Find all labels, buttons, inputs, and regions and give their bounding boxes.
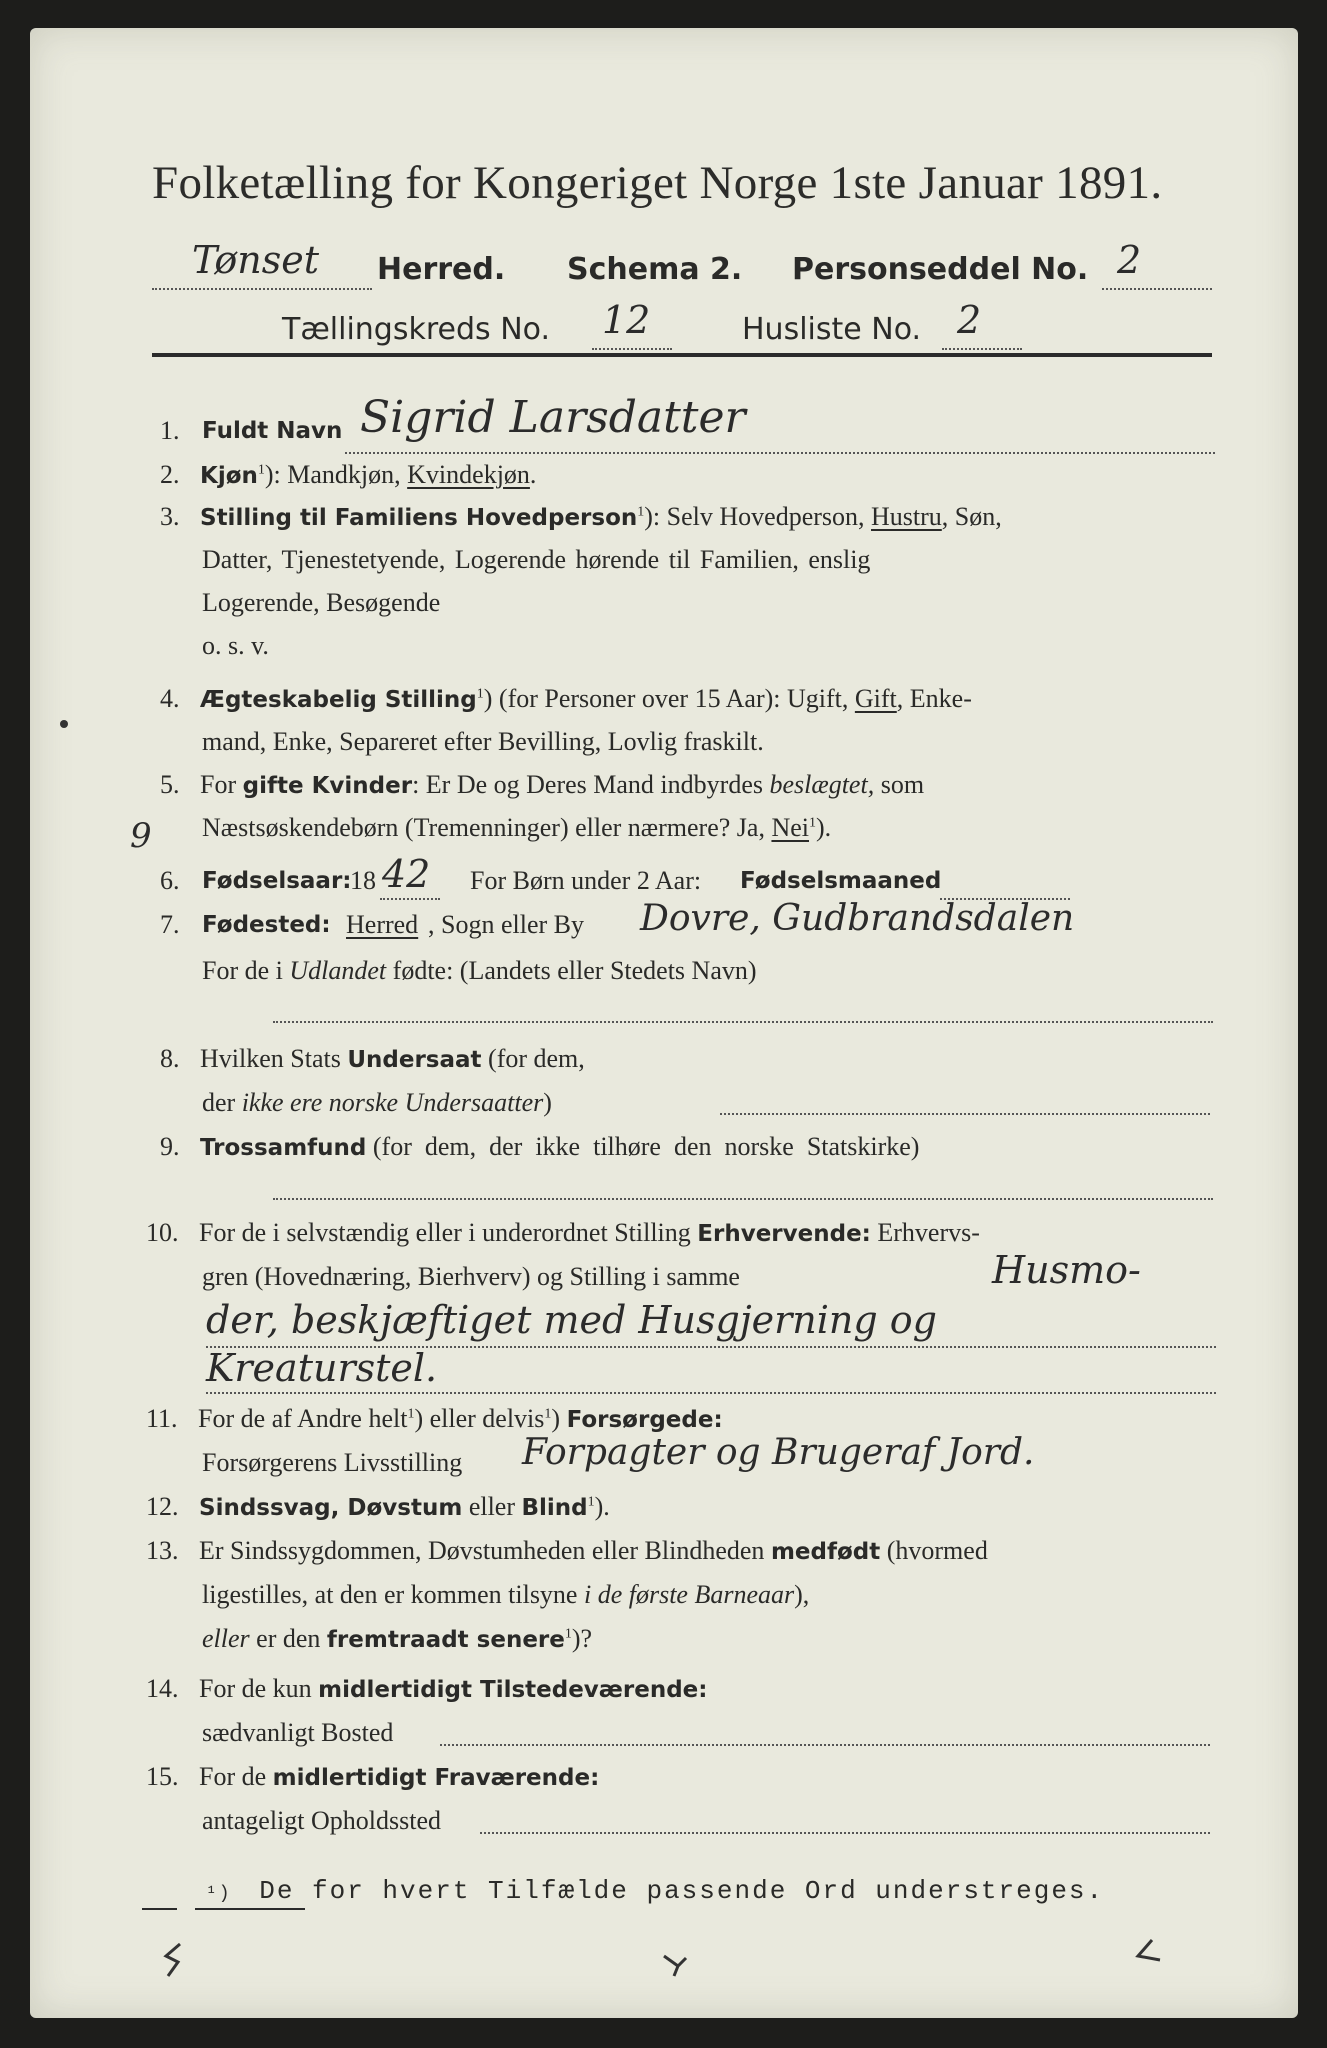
item-3: 3. Stilling til Familiens Hovedperson$^1$): Selv Hovedperson, Hustru, Søn,: [160, 502, 1002, 531]
item-10: 10. For de i selvstændig eller i underordnet Stilling Erhvervende: Erhvervs-: [146, 1218, 980, 1247]
item-12: 12. Sindssvag, Døvstum eller Blind$^1$).: [146, 1492, 610, 1521]
item-5: 5. For gifte Kvinder: Er De og Deres Mand indbyrdes beslægtet, som: [160, 770, 925, 799]
herred-underlined: Herred: [346, 910, 419, 939]
herred-line: [152, 238, 1232, 296]
kjon-label: Kjøn: [200, 463, 258, 489]
item-15: 15. For de midlertidigt Fraværende:: [146, 1762, 600, 1791]
ink-mark-right: [1130, 1936, 1166, 1972]
census-form-page: Folketælling for Kongeriget Norge 1ste Januar 1891. Tønset Herred. Schema 2. Personseddel No. 2 Tællingskreds No. 12 Husliste No. 2 1. Fuldt Navn Sigrid Larsdatter 2. Kjøn$^1$): Mandkjøn, Kvindekjøn. 3. Stilling til Familiens Hovedperson$^1$): Selv Hovedperson, Hustru, Søn, Datter, Tjenestetyende, Logerende hørende til Familien, enslig Logerende, Besøgende o. s. v. 4. Ægteskabelig Stilling$^1$) (for Personer over 15 Aar): Ugift, Gift, Enke- mand, Enke, Separeret efter Bevilling, Lovlig fraskilt. 5. For gifte Kvinder: Er De og Deres Mand indbyrdes beslægtet, som Næstsøskendebørn (Tremenninger) eller nærmere? Ja, Nei$^1$). 9 6. Fødselsaar: 18 42 For Børn under 2 Aar: Fødselsmaaned 7. Fødested: Herred , Sogn eller By Dovre, Gudbrandsdalen For de i Udlandet fødte: (Landets eller Stedets Navn) 8. Hvilken Stats Undersaat (for dem, der ikke ere norske Undersaatter) 9. Trossamfund (for dem, der ikke tilhøre den norske Statskirke) 10. For de i selvstændig eller i underordnet Stilling Erhvervende: Erhvervs- gren (Hovednæring, Bierhverv) og Stilling i samme Husmo- der, beskjæftiget med Husgjerning og Kreaturstel. 11. For de af Andre helt$^1$) eller delvis$^1$) Forsørgede: Forsørgerens Livsstilling Forpagter og Brugeraf Jord. 12. Sindssvag, Døvstum eller Blind$^1$). 13. Er Sindssygdommen, Døvstumheden eller Blindheden medfødt (hvormed ligestilles, at den er kommen tilsyne i de første Barneaar), eller er den fremtraadt senere$^1$)? 14. For de kun midlertidigt Tilstedeværende: sædvanligt Bosted 15. For de midlertidigt Fraværende: antageligt Opholdssted ¹) De for hvert Tilfælde passende Ord understreges.: [30, 28, 1298, 2018]
margin-note: 9: [130, 816, 152, 856]
footnote-rule: [142, 1908, 177, 1910]
footnote-text: De for hvert Tilfælde passende Ord understreges.: [259, 1876, 1105, 1906]
erhverv-value-1: Husmo-: [992, 1248, 1141, 1292]
schema-label: Schema 2.: [567, 252, 743, 287]
hustru-underlined: Hustru: [871, 502, 942, 531]
ink-dot-left-margin: [58, 718, 70, 730]
item-8: 8. Hvilken Stats Undersaat (for dem,: [160, 1044, 585, 1073]
erhverv-value-2: der, beskjæftiget med Husgjerning og: [206, 1298, 937, 1342]
item-7: 7. Fødested: Herred , Sogn eller By Dovre, Gudbrandsdalen: [160, 898, 1075, 939]
husliste-label: Husliste No.: [742, 312, 922, 347]
ink-mark-center: [660, 1950, 690, 1980]
forsorger-value: Forpagter og Brugeraf Jord.: [522, 1432, 1035, 1473]
herred-label: Herred.: [377, 252, 506, 287]
ink-mark-left: [158, 1940, 188, 1980]
fodselsaar-value: 42: [382, 852, 431, 896]
gift-underlined: Gift: [854, 684, 897, 713]
item-2: 2. Kjøn$^1$): Mandkjøn, Kvindekjøn.: [160, 460, 537, 489]
fodested-value: Dovre, Gudbrandsdalen: [640, 898, 1075, 939]
kreds-value: 12: [602, 298, 651, 342]
personseddel-value: 2: [1117, 238, 1142, 282]
kreds-label: Tællingskreds No.: [282, 312, 550, 347]
item-11: 11. For de af Andre helt$^1$) eller delvis$^1$) Forsørgede:: [146, 1404, 723, 1433]
form-title: Folketælling for Kongeriget Norge 1ste Januar 1891.: [152, 157, 1163, 209]
footnote-mark: ¹): [206, 1884, 232, 1904]
item-14: 14. For de kun midlertidigt Tilstedeværende:: [146, 1674, 708, 1703]
herred-value: Tønset: [192, 238, 320, 282]
fuldt-navn-label: Fuldt Navn: [202, 418, 343, 444]
item-6: 6. Fødselsaar: 18 42 For Børn under 2 Aar: Fødselsmaaned: [160, 866, 1220, 916]
fuldt-navn-value: Sigrid Larsdatter: [360, 392, 746, 443]
footnote: [206, 1876, 1104, 1906]
item-13: 13. Er Sindssygdommen, Døvstumheden eller Blindheden medfødt (hvormed: [146, 1536, 988, 1565]
item-9: 9. Trossamfund (for dem, der ikke tilhøre den norske Statskirke): [160, 1132, 920, 1161]
item-4: 4. Ægteskabelig Stilling$^1$) (for Personer over 15 Aar): Ugift, Gift, Enke-: [160, 684, 972, 713]
item-1: 1. Fuldt Navn Sigrid Larsdatter: [160, 404, 1220, 464]
kvindekjon-underlined: Kvindekjøn: [407, 460, 530, 489]
nei-underlined: Nei: [771, 813, 809, 842]
personseddel-label: Personseddel No.: [792, 252, 1089, 287]
erhverv-value-3: Kreaturstel.: [206, 1346, 438, 1390]
husliste-value: 2: [957, 298, 982, 342]
header-rule: [152, 353, 1212, 357]
kreds-line: [152, 298, 1232, 356]
